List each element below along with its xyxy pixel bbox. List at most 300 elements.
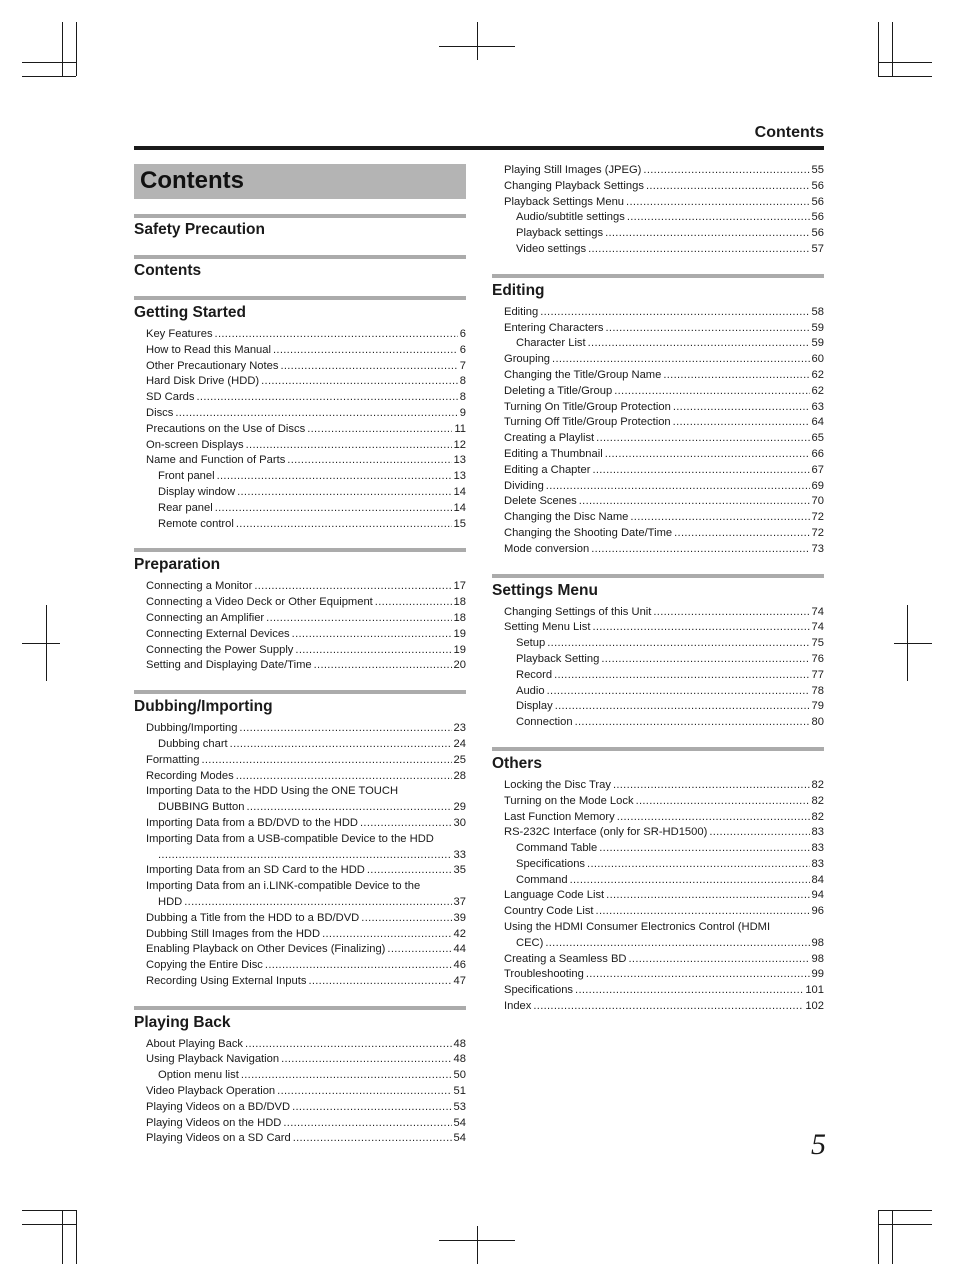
toc-page-number: 19 <box>453 627 466 640</box>
toc-page-number: 98 <box>811 936 824 949</box>
toc-subentry[interactable] <box>134 517 466 533</box>
toc-page-number: 99 <box>811 968 824 981</box>
dot-leader <box>292 1100 451 1116</box>
dot-leader <box>387 942 451 958</box>
toc-entry-label: Changing Settings of this Unit <box>504 605 652 618</box>
toc-section-contents <box>134 255 466 280</box>
toc-page-number: 59 <box>811 337 824 350</box>
dot-leader <box>592 463 809 479</box>
toc-entry[interactable] <box>134 769 466 785</box>
toc-entry-label: Index <box>504 1000 532 1013</box>
dot-leader <box>547 636 809 652</box>
toc-entry-label: On-screen Displays <box>146 438 244 451</box>
toc-entry[interactable] <box>492 384 824 400</box>
toc-page-number: 74 <box>811 621 824 634</box>
toc-page-number: 13 <box>453 470 466 483</box>
toc-page-number: 8 <box>459 391 466 404</box>
dot-leader <box>375 595 452 611</box>
dot-leader <box>293 1131 452 1147</box>
toc-page-number: 82 <box>811 810 824 823</box>
toc-entry-list <box>492 163 824 258</box>
toc-entry[interactable] <box>492 415 824 431</box>
toc-section-getting-started <box>134 296 466 532</box>
dot-leader <box>236 769 452 785</box>
dot-leader <box>643 163 809 179</box>
toc-entry[interactable] <box>134 1037 466 1053</box>
section-rule <box>492 574 824 578</box>
dot-leader <box>217 469 452 485</box>
toc-page-number: 58 <box>811 305 824 318</box>
dot-leader <box>587 857 810 873</box>
toc-entry[interactable] <box>134 927 466 943</box>
toc-entry[interactable] <box>134 1084 466 1100</box>
toc-entry-list <box>492 605 824 731</box>
toc-entry-label: Importing Data from an SD Card to the HDD <box>146 864 365 877</box>
section-rule <box>492 274 824 278</box>
toc-entry-label: Troubleshooting <box>504 968 584 981</box>
toc-page-number: 37 <box>453 895 466 908</box>
toc-entry-label: Record <box>516 668 553 681</box>
toc-subentry[interactable] <box>134 1068 466 1084</box>
toc-page-number: 47 <box>453 974 466 987</box>
dot-leader <box>197 390 458 406</box>
toc-right-column <box>492 163 824 1031</box>
toc-entry[interactable] <box>492 321 824 337</box>
toc-entry-label: Importing Data to the HDD Using the ONE TOUCH <box>146 785 399 798</box>
dot-leader <box>599 841 809 857</box>
toc-page-number: 51 <box>453 1085 466 1098</box>
toc-entry-label: Using Playback Navigation <box>146 1053 280 1066</box>
toc-entry-label: Command <box>516 873 568 886</box>
toc-entry[interactable] <box>492 904 824 920</box>
toc-entry[interactable] <box>492 920 824 952</box>
toc-entry[interactable] <box>492 810 824 826</box>
toc-entry[interactable] <box>492 463 824 479</box>
toc-page-number: 74 <box>811 605 824 618</box>
toc-subentry[interactable] <box>492 841 824 857</box>
toc-entry[interactable] <box>134 784 466 816</box>
toc-entry-label: Option menu list <box>158 1069 239 1082</box>
toc-entry-label: Front panel <box>158 470 215 483</box>
toc-entry-label: Hard Disk Drive (HDD) <box>146 375 260 388</box>
toc-entry[interactable] <box>492 494 824 510</box>
toc-section-safety-precaution <box>134 214 466 239</box>
dot-leader <box>230 737 452 753</box>
toc-page-number: 77 <box>811 668 824 681</box>
toc-entry[interactable] <box>134 832 466 864</box>
dot-leader <box>545 936 809 952</box>
toc-section-preparation <box>134 548 466 674</box>
toc-entry-list <box>134 1037 466 1148</box>
toc-entry[interactable] <box>134 658 466 674</box>
dot-leader <box>254 579 451 595</box>
toc-subentry[interactable] <box>492 668 824 684</box>
toc-subentry[interactable] <box>492 715 824 731</box>
dot-leader <box>273 343 458 359</box>
toc-entry-label: SD Cards <box>146 391 195 404</box>
dot-leader <box>592 620 809 636</box>
toc-entry-label: Changing Playback Settings <box>504 179 644 192</box>
toc-page-number: 46 <box>453 959 466 972</box>
toc-page-number: 53 <box>453 1100 466 1113</box>
toc-entry-label: Formatting <box>146 753 200 766</box>
section-heading: Others <box>492 754 542 772</box>
toc-entry[interactable] <box>134 438 466 454</box>
toc-entry[interactable] <box>134 958 466 974</box>
toc-subentry[interactable] <box>134 485 466 501</box>
toc-entry-list <box>134 579 466 674</box>
dot-leader <box>367 863 452 879</box>
toc-entry-label: Playback Settings Menu <box>504 195 625 208</box>
toc-page-number: 83 <box>811 857 824 870</box>
toc-entry[interactable] <box>134 1131 466 1147</box>
dot-leader <box>606 888 809 904</box>
toc-entry[interactable] <box>492 952 824 968</box>
toc-entry[interactable] <box>134 611 466 627</box>
dot-leader <box>663 368 809 384</box>
toc-entry[interactable] <box>492 447 824 463</box>
toc-subentry[interactable] <box>492 210 824 226</box>
toc-page-number: 83 <box>811 826 824 839</box>
toc-entry-label: Video Playback Operation <box>146 1085 276 1098</box>
toc-subentry[interactable] <box>492 684 824 700</box>
dot-leader <box>283 1116 451 1132</box>
dot-leader <box>605 226 809 242</box>
dot-leader <box>605 447 810 463</box>
toc-entry[interactable] <box>134 327 466 343</box>
toc-subentry[interactable] <box>492 336 824 352</box>
dot-leader <box>292 627 452 643</box>
toc-entry[interactable] <box>492 510 824 526</box>
toc-entry-label: Name and Function of Parts <box>146 454 286 467</box>
section-rule <box>134 548 466 552</box>
page-number: 5 <box>811 1128 826 1161</box>
toc-entry[interactable] <box>134 374 466 390</box>
toc-entry-label: Playing Videos on a SD Card <box>146 1132 291 1145</box>
toc-entry-label: Country Code List <box>504 905 594 918</box>
toc-page-number: 24 <box>453 737 466 750</box>
toc-entry[interactable] <box>134 422 466 438</box>
toc-page-number: 102 <box>805 1000 824 1013</box>
toc-entry[interactable] <box>134 1100 466 1116</box>
toc-page-number: 84 <box>811 873 824 886</box>
toc-page-number: 65 <box>811 432 824 445</box>
toc-entry[interactable] <box>492 542 824 558</box>
dot-leader <box>237 485 451 501</box>
toc-page-number: 79 <box>811 700 824 713</box>
toc-entry-label: Delete Scenes <box>504 495 577 508</box>
dot-leader <box>533 999 803 1015</box>
toc-page-number: 101 <box>805 984 824 997</box>
toc-entry-label: Copying the Entire Disc <box>146 959 263 972</box>
toc-subentry[interactable] <box>134 469 466 485</box>
dot-leader <box>261 374 458 390</box>
toc-subentry[interactable] <box>492 636 824 652</box>
toc-entry-label: Dubbing chart <box>158 737 228 750</box>
toc-entry-label: Mode conversion <box>504 542 590 555</box>
toc-section-settings-menu <box>492 574 824 731</box>
dot-leader <box>295 643 451 659</box>
dot-leader <box>575 983 803 999</box>
toc-page-number: 72 <box>811 511 824 524</box>
toc-entry[interactable] <box>134 643 466 659</box>
toc-entry[interactable] <box>134 721 466 737</box>
toc-page-number: 64 <box>811 416 824 429</box>
toc-entry-label: Creating a Seamless BD <box>504 952 627 965</box>
toc-entry-label: Turning Off Title/Group Protection <box>504 416 671 429</box>
toc-entry[interactable] <box>134 942 466 958</box>
dot-leader <box>596 904 810 920</box>
toc-entry-label: Importing Data from a BD/DVD to the HDD <box>146 816 359 829</box>
toc-entry-label: Remote control <box>158 517 234 530</box>
toc-entry-label: Playback Setting <box>516 652 600 665</box>
dot-leader <box>265 958 452 974</box>
toc-entry-label: Other Precautionary Notes <box>146 359 279 372</box>
toc-entry-label: Connecting an Amplifier <box>146 611 265 624</box>
toc-entry-label: Entering Characters <box>504 321 604 334</box>
dot-leader <box>674 526 809 542</box>
toc-page-number: 29 <box>453 801 466 814</box>
dot-leader <box>630 510 809 526</box>
toc-entry[interactable] <box>492 479 824 495</box>
toc-entry-label: Setting and Displaying Date/Time <box>146 659 312 672</box>
toc-entry-label: Key Features <box>146 328 213 340</box>
toc-entry-label-continued: HDD <box>158 895 183 908</box>
dot-leader <box>588 336 810 352</box>
dot-leader <box>626 195 810 211</box>
toc-entry[interactable] <box>492 526 824 542</box>
toc-page-number: 56 <box>811 227 824 240</box>
toc-entry[interactable] <box>492 368 824 384</box>
toc-page-number: 73 <box>811 542 824 555</box>
toc-entry[interactable] <box>134 627 466 643</box>
toc-entry-label: Connecting the Power Supply <box>146 643 294 656</box>
toc-entry[interactable] <box>134 1116 466 1132</box>
toc-page-number: 78 <box>811 684 824 697</box>
toc-page-number: 75 <box>811 637 824 650</box>
toc-page-number: 67 <box>811 463 824 476</box>
toc-entry[interactable] <box>134 753 466 769</box>
toc-page-number: 50 <box>453 1069 466 1082</box>
toc-subentry[interactable] <box>492 652 824 668</box>
toc-page-number: 63 <box>811 400 824 413</box>
dot-leader <box>236 517 452 533</box>
toc-entry-label: Dubbing/Importing <box>146 722 238 735</box>
dot-leader <box>241 1068 452 1084</box>
section-heading: Getting Started <box>134 304 246 321</box>
dot-leader <box>158 848 452 864</box>
toc-entry-label: Connection <box>516 716 573 729</box>
toc-page-number: 14 <box>453 501 466 514</box>
toc-entry-label: Connecting a Monitor <box>146 580 253 593</box>
toc-entry[interactable] <box>492 431 824 447</box>
toc-page-number: 6 <box>459 328 466 340</box>
toc-entry[interactable] <box>492 163 824 179</box>
dot-leader <box>540 305 809 321</box>
toc-entry[interactable] <box>134 974 466 990</box>
toc-entry[interactable] <box>492 305 824 321</box>
dot-leader <box>201 753 451 769</box>
dot-leader <box>591 542 809 558</box>
toc-subentry[interactable] <box>492 699 824 715</box>
toc-subentry[interactable] <box>492 242 824 258</box>
dot-leader <box>673 400 810 416</box>
dot-leader <box>246 800 451 816</box>
toc-entry-list <box>492 305 824 558</box>
toc-entry[interactable] <box>134 595 466 611</box>
toc-page-number: 48 <box>453 1053 466 1066</box>
toc-page-number: 54 <box>453 1116 466 1129</box>
toc-entry[interactable] <box>134 816 466 832</box>
toc-entry-label: Locking the Disc Tray <box>504 778 611 791</box>
toc-page-number: 25 <box>453 753 466 766</box>
toc-page-number: 30 <box>453 816 466 829</box>
dot-leader <box>636 794 810 810</box>
toc-entry[interactable] <box>134 863 466 879</box>
toc-entry[interactable] <box>492 605 824 621</box>
toc-entry[interactable] <box>134 359 466 375</box>
dot-leader <box>239 721 451 737</box>
dot-leader <box>552 352 810 368</box>
dot-leader <box>277 1084 451 1100</box>
dot-leader <box>266 611 451 627</box>
dot-leader <box>360 816 452 832</box>
toc-entry-label: Changing the Shooting Date/Time <box>504 526 673 539</box>
dot-leader <box>617 810 810 826</box>
toc-entry[interactable] <box>492 620 824 636</box>
dot-leader <box>184 895 451 911</box>
toc-entry-label: Turning on the Mode Lock <box>504 794 634 807</box>
toc-entry-label: Audio <box>516 684 545 697</box>
toc-entry[interactable] <box>492 888 824 904</box>
dot-leader <box>322 927 451 943</box>
dot-leader <box>613 778 810 794</box>
toc-entry-label: Recording Using External Inputs <box>146 974 307 987</box>
toc-entry[interactable] <box>134 406 466 422</box>
section-rule <box>134 255 466 259</box>
dot-leader <box>547 684 810 700</box>
toc-entry[interactable] <box>492 778 824 794</box>
dot-leader <box>554 668 809 684</box>
toc-entry[interactable] <box>134 1052 466 1068</box>
dot-leader <box>361 911 451 927</box>
toc-page-number: 13 <box>453 454 466 467</box>
toc-entry-label: Audio/subtitle settings <box>516 211 625 224</box>
dot-leader <box>627 210 810 226</box>
toc-entry-label: Language Code List <box>504 889 605 902</box>
toc-entry-label: Editing a Thumbnail <box>504 447 603 460</box>
toc-entry[interactable] <box>492 179 824 195</box>
toc-entry[interactable] <box>492 400 824 416</box>
toc-subentry[interactable] <box>134 737 466 753</box>
toc-entry[interactable] <box>134 911 466 927</box>
toc-page-number: 98 <box>811 952 824 965</box>
toc-page-number: 35 <box>453 864 466 877</box>
toc-page-number: 56 <box>811 195 824 208</box>
toc-entry-label: About Playing Back <box>146 1037 244 1050</box>
toc-entry-label: Changing the Title/Group Name <box>504 368 662 381</box>
toc-section-playing-back <box>134 1006 466 1148</box>
dot-leader <box>570 873 810 889</box>
dot-leader <box>246 438 452 454</box>
toc-subentry[interactable] <box>492 226 824 242</box>
toc-entry-label: Playback settings <box>516 227 604 240</box>
toc-entry-label: Precautions on the Use of Discs <box>146 422 306 435</box>
toc-entry-label: Dubbing Still Images from the HDD <box>146 927 321 940</box>
dot-leader <box>709 825 809 841</box>
toc-page-number: 18 <box>453 596 466 609</box>
toc-page-number: 18 <box>453 611 466 624</box>
toc-page-number: 96 <box>811 905 824 918</box>
dot-leader <box>215 327 458 343</box>
dot-leader <box>314 658 452 674</box>
toc-entry-list <box>134 721 466 990</box>
toc-page-number: 62 <box>811 368 824 381</box>
toc-entry-label: Rear panel <box>158 501 213 514</box>
dot-leader <box>588 242 809 258</box>
toc-entry[interactable] <box>492 195 824 211</box>
toc-subentry[interactable] <box>492 873 824 889</box>
section-rule <box>134 214 466 218</box>
toc-entry-label: Creating a Playlist <box>504 432 595 445</box>
toc-entry-label: Display window <box>158 485 236 498</box>
dot-leader <box>308 974 451 990</box>
toc-page-number: 11 <box>454 422 466 435</box>
section-rule <box>134 296 466 300</box>
toc-page-number: 56 <box>811 211 824 224</box>
toc-entry-label: Character List <box>516 337 586 350</box>
page-title: Contents <box>140 167 244 194</box>
toc-page-number: 62 <box>811 384 824 397</box>
dot-leader <box>280 359 457 375</box>
toc-entry[interactable] <box>492 825 824 841</box>
toc-entry[interactable] <box>134 390 466 406</box>
toc-page-number: 55 <box>811 164 824 176</box>
dot-leader <box>555 699 810 715</box>
toc-entry[interactable] <box>134 579 466 595</box>
toc-page-number: 23 <box>453 722 466 735</box>
toc-entry-label: RS-232C Interface (only for SR-HD1500) <box>504 826 708 839</box>
toc-entry[interactable] <box>492 983 824 999</box>
toc-entry[interactable] <box>134 879 466 911</box>
toc-entry-label: Setting Menu List <box>504 621 591 634</box>
toc-page-number: 80 <box>811 716 824 729</box>
toc-entry-label: Specifications <box>504 984 574 997</box>
toc-entry-label: Playing Still Images (JPEG) <box>504 164 642 176</box>
toc-page-number: 94 <box>811 889 824 902</box>
toc-entry-label: Enabling Playback on Other Devices (Finalizing) <box>146 943 386 956</box>
toc-page-number: 9 <box>459 406 466 419</box>
toc-entry[interactable] <box>492 794 824 810</box>
toc-entry-label: How to Read this Manual <box>146 343 271 356</box>
toc-entry[interactable] <box>134 343 466 359</box>
section-rule <box>492 747 824 751</box>
header-rule <box>134 146 824 150</box>
toc-entry-label: Turning On Title/Group Protection <box>504 400 671 413</box>
toc-entry[interactable] <box>134 453 466 469</box>
toc-page-number: 69 <box>811 479 824 492</box>
dot-leader <box>601 652 809 668</box>
toc-subentry[interactable] <box>492 857 824 873</box>
toc-entry-label: Deleting a Title/Group <box>504 384 613 397</box>
toc-entry[interactable] <box>492 967 824 983</box>
dot-leader <box>673 415 810 431</box>
toc-page-number: 7 <box>459 359 466 372</box>
toc-subentry[interactable] <box>134 501 466 517</box>
toc-entry[interactable] <box>492 999 824 1015</box>
toc-page-number: 82 <box>811 794 824 807</box>
toc-entry[interactable] <box>492 352 824 368</box>
